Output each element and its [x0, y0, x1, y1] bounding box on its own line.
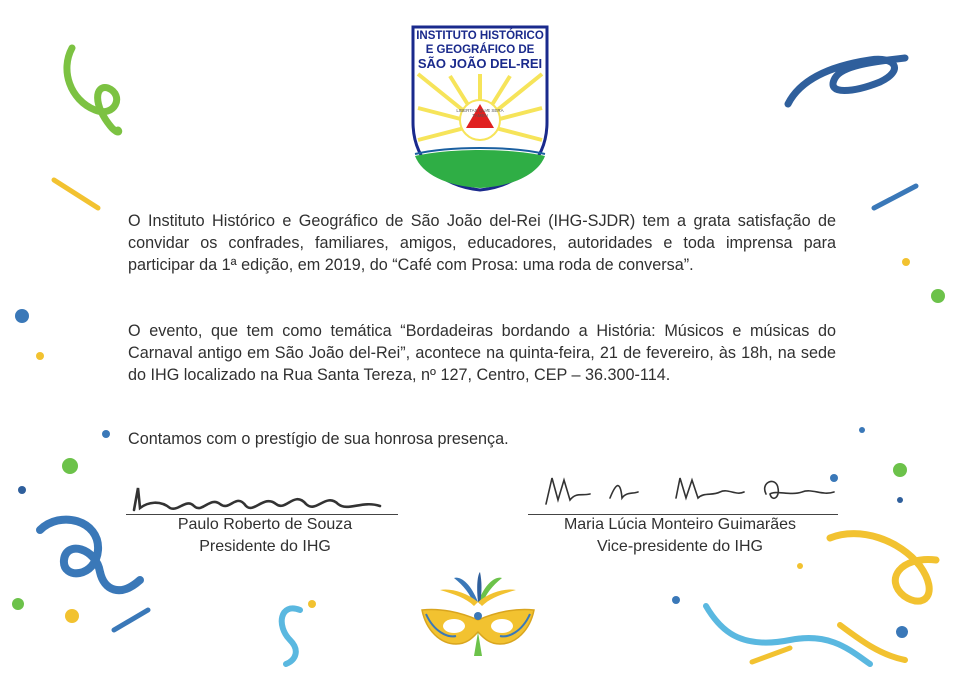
invitation-paragraph-1: O Instituto Histórico e Geográfico de São João del-Rei (IHG-SJDR) tem a grata satisfação de convidar os confrades, familiares, amigos, educadores, autoridades e toda imprensa para participar da 1ª edição, em 2019, do “Café com Prosa: uma roda de conversa”.: [128, 212, 836, 274]
signatory-name: Maria Lúcia Monteiro Guimarães: [563, 516, 797, 533]
signature-maria-lucia: [540, 470, 840, 510]
invitation-closing: Contamos com o prestígio de sua honrosa presença.: [128, 430, 509, 448]
crest-title-line1: INSTITUTO HISTÓRICO: [416, 30, 544, 42]
signatory-title: Vice-presidente do IHG: [596, 538, 763, 555]
signature-paulo: [130, 482, 390, 516]
signature-block-vice-president: [520, 514, 840, 558]
signature-block-president: [130, 514, 400, 558]
signatory-title: Presidente do IHG: [199, 538, 331, 555]
crest-title-line2: E GEOGRÁFICO DE: [425, 44, 535, 56]
crest-title-line3: SÃO JOÃO DEL-REI: [417, 56, 543, 71]
invitation-paragraph-2: O evento, que tem como temática “Bordadeiras bordando a História: Músicos e músicas do Carnaval antigo em São João del-Rei”, acontece na quinta-feira, 21 de fevereiro, às 18h, na sede do IHG localizado na Rua Santa Tereza, nº 127, Centro, CEP – 36.300-114.: [128, 322, 836, 384]
crest-motto: LIBERTAS QUÆ SERA TAMEN: [456, 108, 504, 118]
signatory-name: Paulo Roberto de Souza: [177, 516, 353, 533]
carnival-mask-icon: [420, 572, 536, 658]
crest-title: [410, 29, 550, 71]
